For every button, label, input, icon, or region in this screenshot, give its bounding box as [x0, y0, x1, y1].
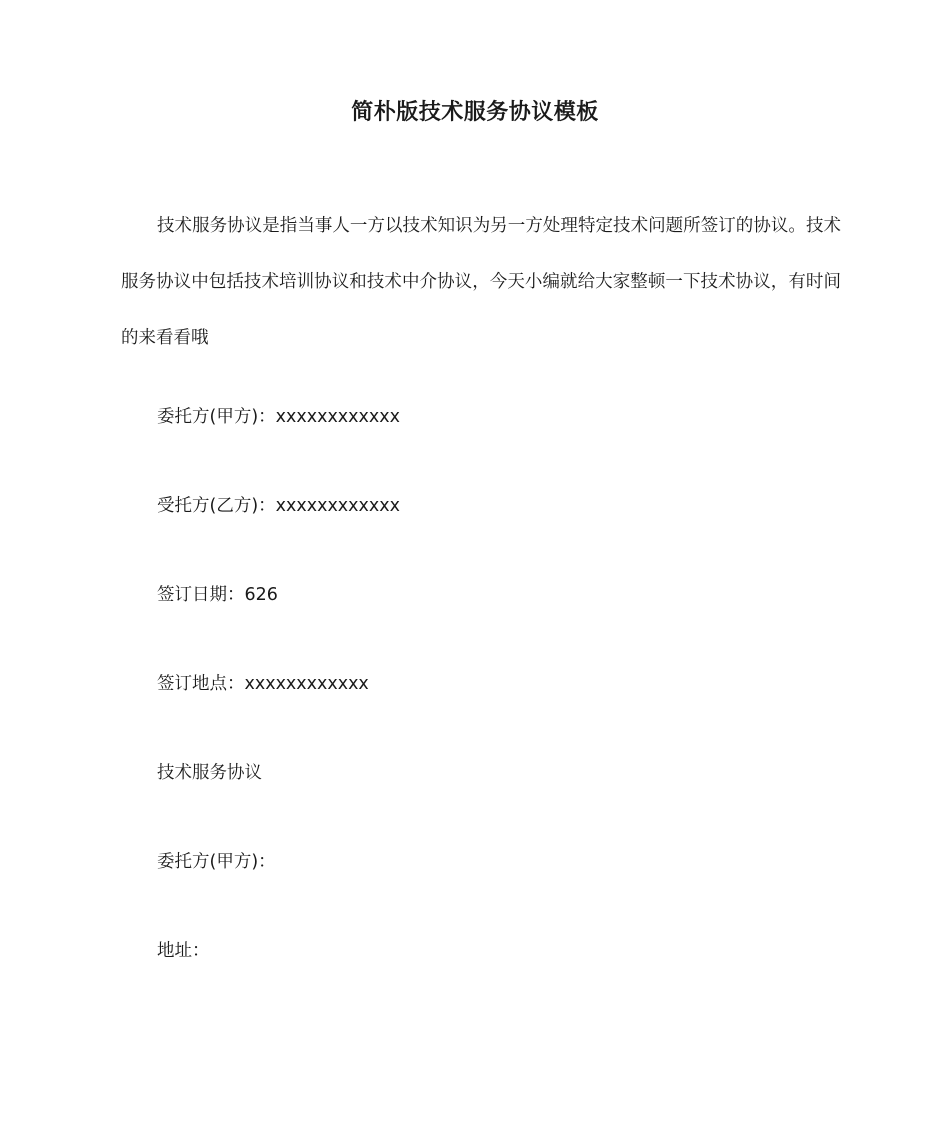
- field-value: xxxxxxxxxxxx: [275, 407, 400, 427]
- field-label: 委托方(甲方)：: [157, 407, 276, 427]
- address-label: 地址：: [157, 941, 210, 961]
- signing-date-field: [157, 582, 278, 608]
- intro-paragraph: 技术服务协议是指当事人一方以技术知识为另一方处理特定技术问题所签订的协议。技术服务协议中包括技术培训协议和技术中介协议，今天小编就给大家整顿一下技术协议，有时间的来看看哦: [121, 216, 841, 348]
- field-value: xxxxxxxxxxxx: [275, 496, 400, 516]
- field-value: xxxxxxxxxxxx: [244, 674, 369, 694]
- signing-place-field: [157, 671, 369, 697]
- section-heading: 技术服务协议: [157, 763, 262, 783]
- client-party-field: [157, 404, 400, 430]
- field-label: 受托方(乙方)：: [157, 496, 276, 516]
- document-title: 简朴版技术服务协议模板: [351, 100, 599, 125]
- contractor-party-field: [157, 493, 400, 519]
- field-value: 626: [244, 585, 278, 605]
- field-label: 签订日期：: [157, 585, 245, 605]
- field-label: 签订地点：: [157, 674, 245, 694]
- party-a-label: 委托方(甲方)：: [157, 852, 276, 872]
